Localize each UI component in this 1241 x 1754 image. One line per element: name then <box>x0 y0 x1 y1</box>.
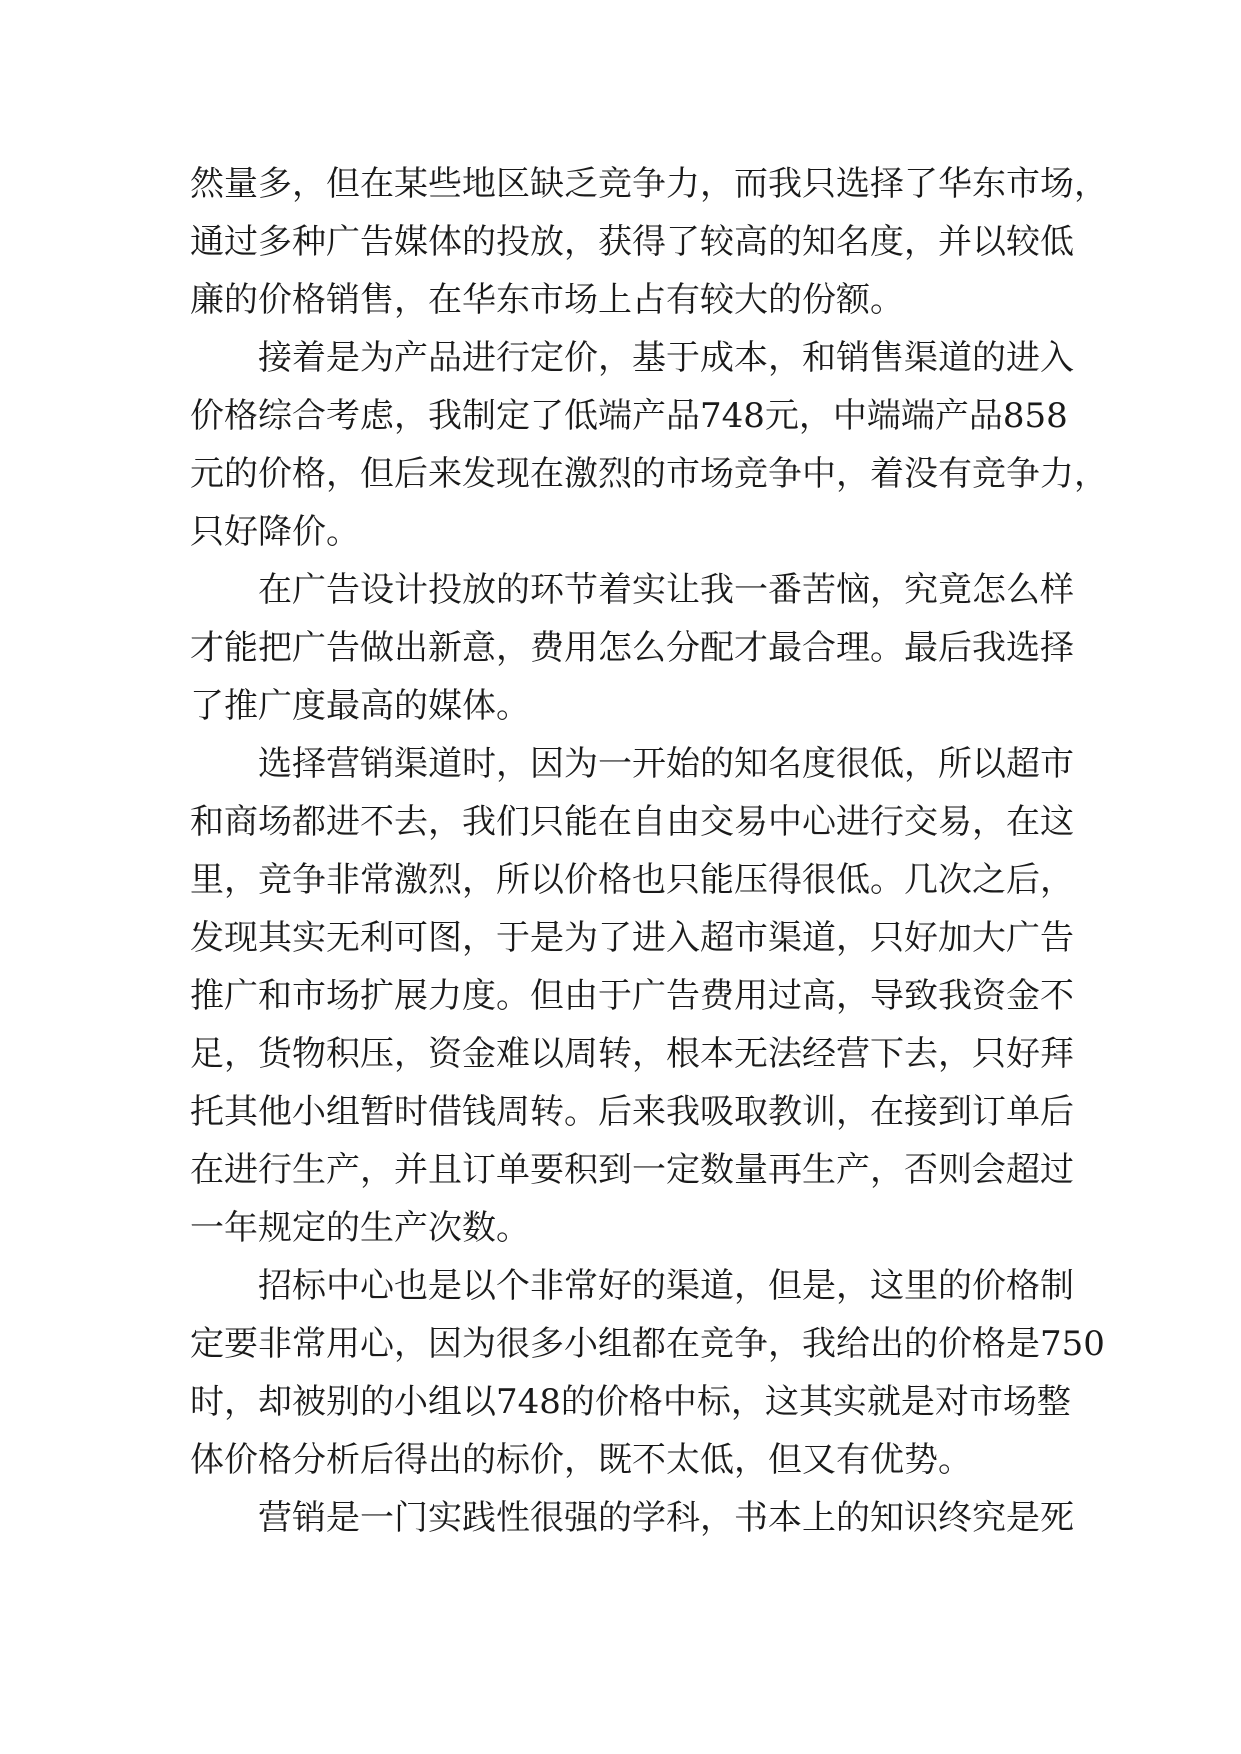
text-line: 推 广 和 市 场 扩 展 力 度 。 但 由 于 广 告 费 用 过 高 ， 导 致 我 资 金 不 <box>190 976 1074 1016</box>
text-line: 足 ， 货 物 积 压 ， 资 金 难 以 周 转 ， 根 本 无 法 经 营 下 去 ， 只 好 拜 <box>190 1034 1074 1074</box>
text-line: 营 销 是 一 门 实 践 性 很 强 的 学 科 ， 书 本 上 的 知 识 终 究 是 死 <box>258 1498 1074 1538</box>
paragraph <box>190 561 1074 735</box>
text-line: 托 其 他 小 组 暂 时 借 钱 周 转 。 后 来 我 吸 取 教 训 ， 在 接 到 订 单 后 <box>190 1092 1074 1132</box>
text-line: 一 年 规 定 的 生 产 次 数 。 <box>190 1208 530 1248</box>
text-line: 体 价 格 分 析 后 得 出 的 标 价 ， 既 不 太 低 ， 但 又 有 优 势 。 <box>190 1440 972 1480</box>
paragraph <box>190 1489 1074 1547</box>
text-line: 廉 的 价 格 销 售 ， 在 华 东 市 场 上 占 有 较 大 的 份 额 。 <box>190 280 904 320</box>
text-line: 然 量 多 ， 但 在 某 些 地 区 缺 乏 竞 争 力 ， 而 我 只 选 择 了 华 东 市 场 ， <box>190 164 1108 204</box>
text-line: 定 要 非 常 用 心 ， 因 为 很 多 小 组 都 在 竞 争 ， 我 给 出 的 价 格 是 750 <box>190 1324 1105 1364</box>
text-line: 元 的 价 格 ， 但 后 来 发 现 在 激 烈 的 市 场 竞 争 中 ， 着 没 有 竞 争 力 ， <box>190 454 1108 494</box>
text-line: 价 格 综 合 考 虑 ， 我 制 定 了 低 端 产 品 748 元 ， 中 端 端 产 品 858 <box>190 396 1068 436</box>
text-line: 在 广 告 设 计 投 放 的 环 节 着 实 让 我 一 番 苦 恼 ， 究 竟 怎 么 样 <box>258 570 1074 610</box>
text-line: 接 着 是 为 产 品 进 行 定 价 ， 基 于 成 本 ， 和 销 售 渠 道 的 进 入 <box>258 338 1074 378</box>
paragraph <box>190 329 1108 561</box>
text-line: 了 推 广 度 最 高 的 媒 体 。 <box>190 686 530 726</box>
text-line: 时 ， 却 被 别 的 小 组 以 748 的 价 格 中 标 ， 这 其 实 就 是 对 市 场 整 <box>190 1382 1071 1422</box>
text-line: 发 现 其 实 无 利 可 图 ， 于 是 为 了 进 入 超 市 渠 道 ， 只 好 加 大 广 告 <box>190 918 1074 958</box>
paragraph <box>190 735 1074 1257</box>
text-line: 招 标 中 心 也 是 以 个 非 常 好 的 渠 道 ， 但 是 ， 这 里 的 价 格 制 <box>258 1266 1074 1306</box>
text-line: 选 择 营 销 渠 道 时 ， 因 为 一 开 始 的 知 名 度 很 低 ， 所 以 超 市 <box>258 744 1074 784</box>
text-line: 和 商 场 都 进 不 去 ， 我 们 只 能 在 自 由 交 易 中 心 进 行 交 易 ， 在 这 <box>190 802 1074 842</box>
text-line: 只 好 降 价 。 <box>190 512 360 552</box>
paragraph <box>190 1257 1105 1489</box>
text-line: 里 ， 竞 争 非 常 激 烈 ， 所 以 价 格 也 只 能 压 得 很 低 。 几 次 之 后 ， <box>190 860 1074 900</box>
body-text <box>190 155 1108 1547</box>
text-line: 通 过 多 种 广 告 媒 体 的 投 放 ， 获 得 了 较 高 的 知 名 度 ， 并 以 较 低 <box>190 222 1074 262</box>
paragraph <box>190 155 1108 329</box>
text-line: 才 能 把 广 告 做 出 新 意 ， 费 用 怎 么 分 配 才 最 合 理 。 最 后 我 选 择 <box>190 628 1074 668</box>
text-line: 在 进 行 生 产 ， 并 且 订 单 要 积 到 一 定 数 量 再 生 产 ， 否 则 会 超 过 <box>190 1150 1074 1190</box>
